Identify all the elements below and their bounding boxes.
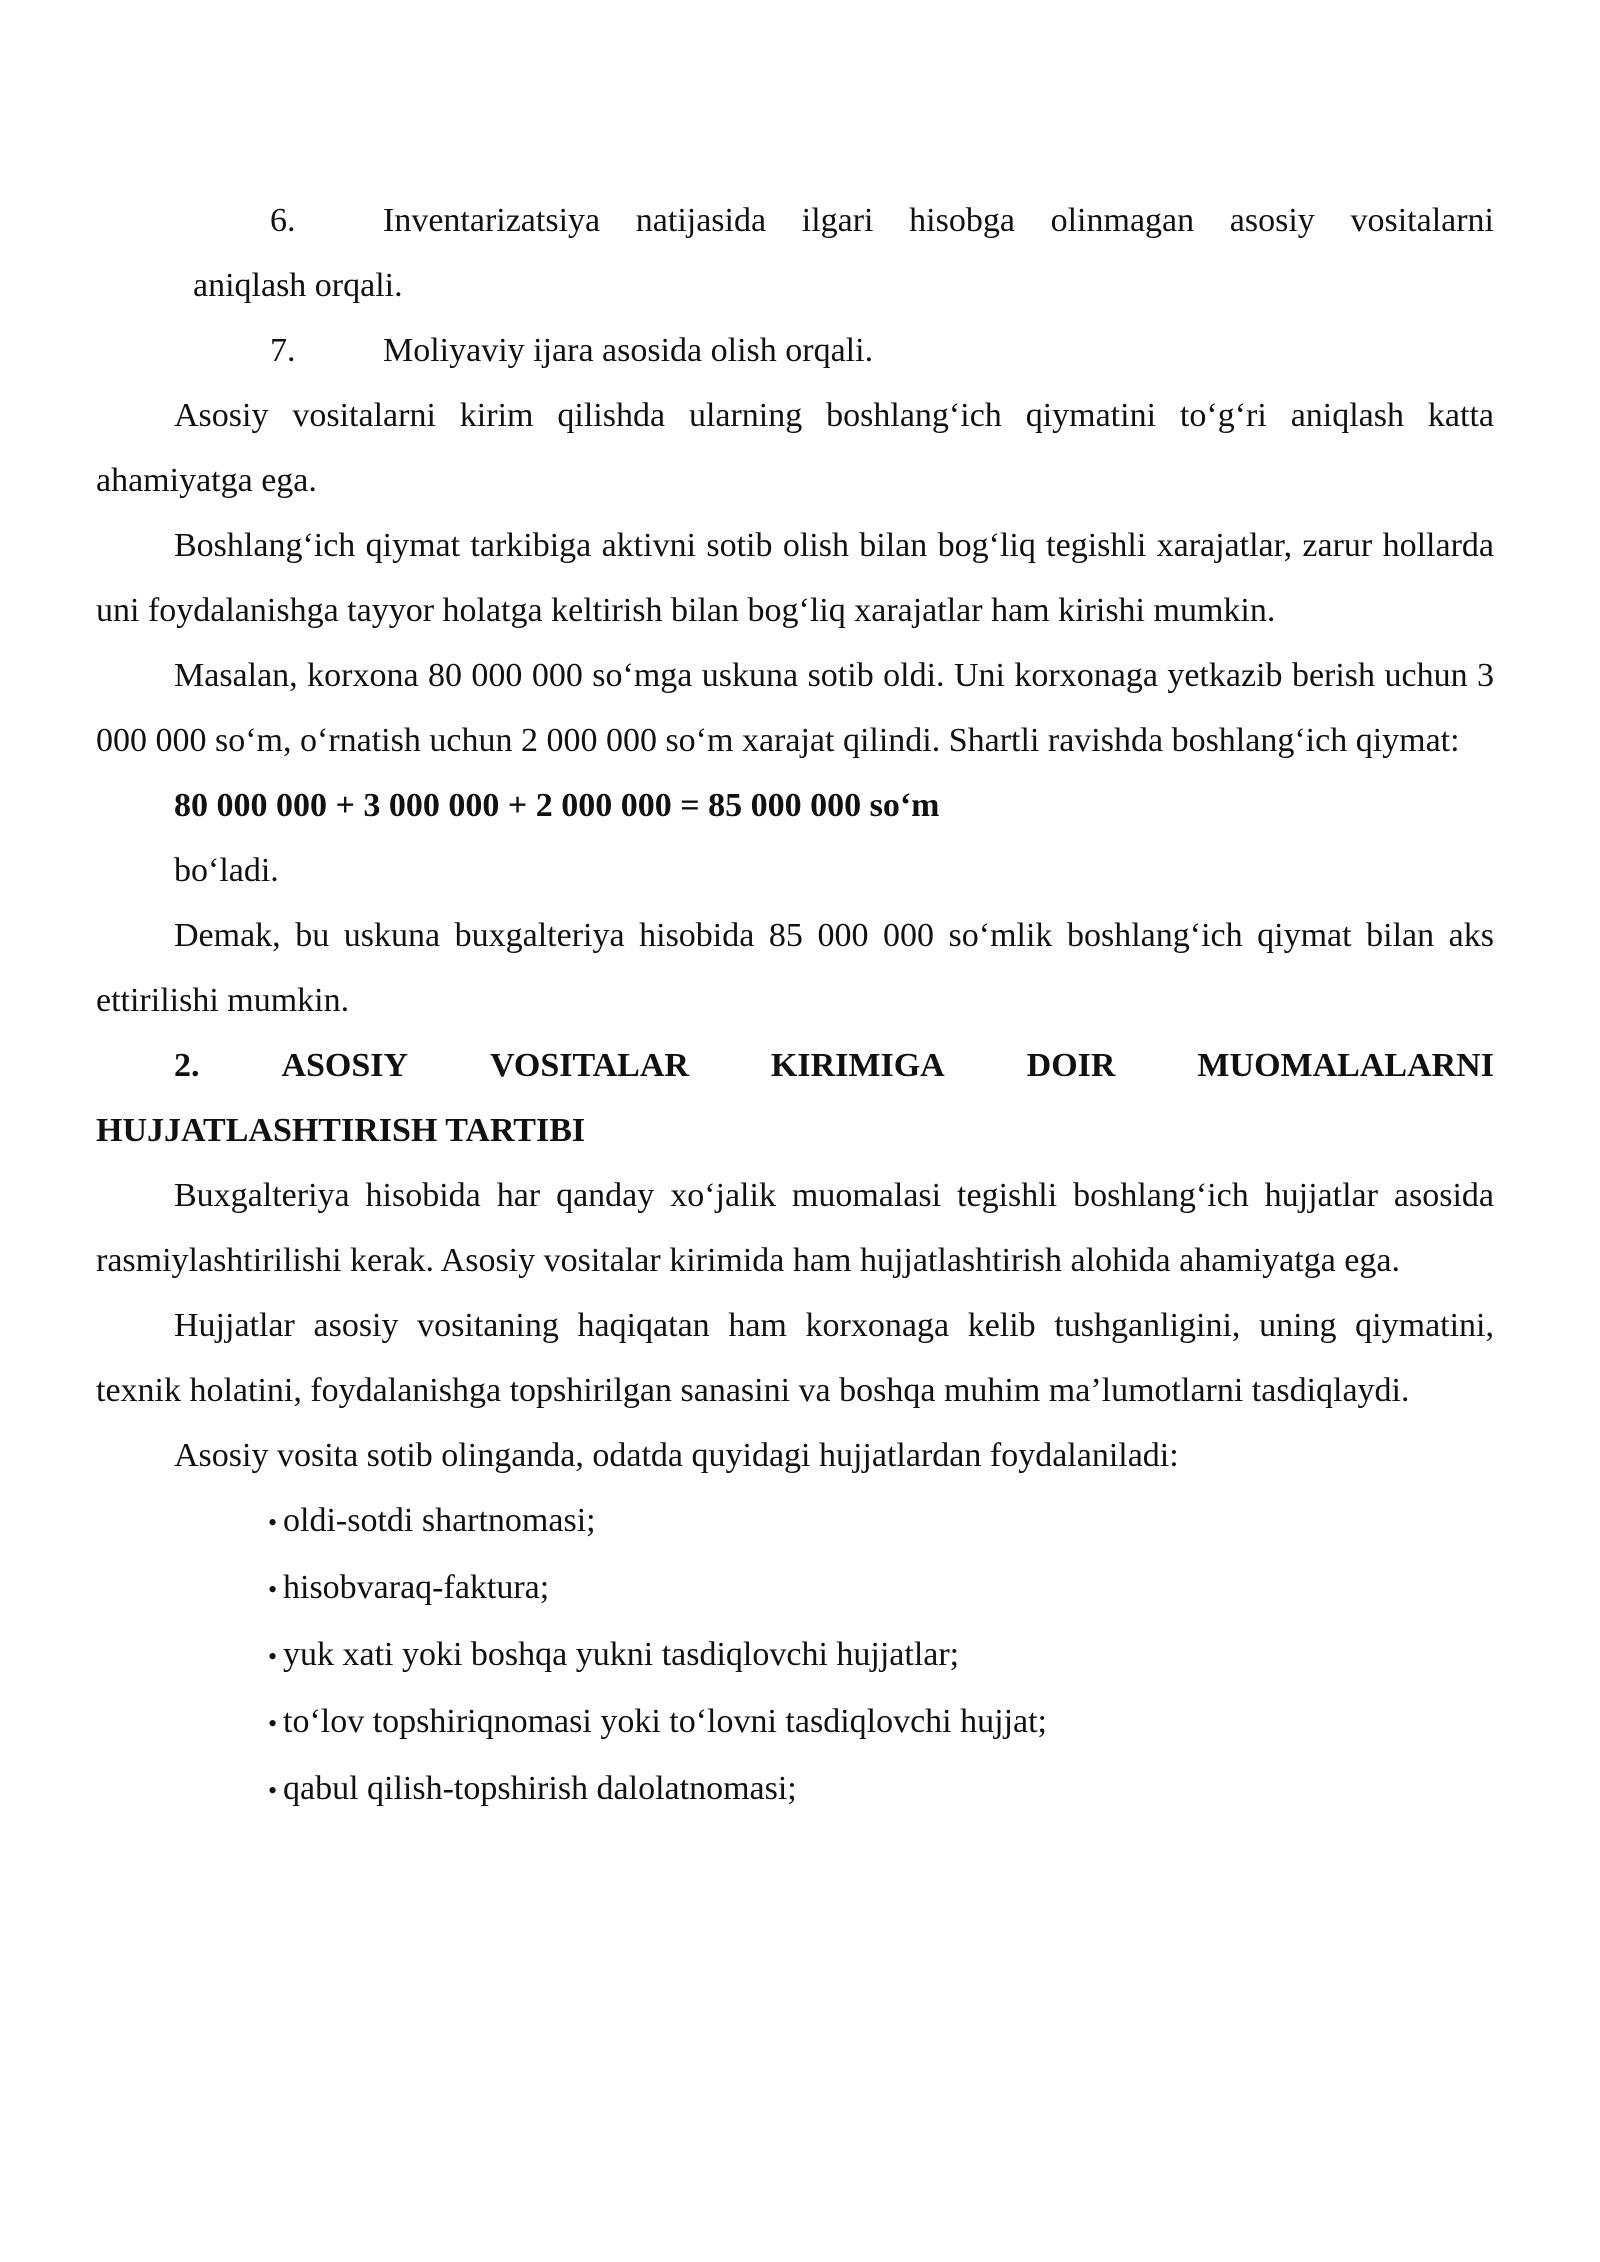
heading-word: MUOMALALARNI [1197,1047,1494,1084]
heading-word: 2. [174,1047,200,1084]
bullet-icon: • [268,1776,278,1805]
list-item: • qabul qilish-topshirish dalolatnomasi; [268,1756,1494,1823]
list-item: • oldi-sotdi shartnomasi; [268,1488,1494,1555]
paragraph: Asosiy vositalarni kirim qilishda ularning boshlang‘ich qiymatini to‘g‘ri aniqlash katta ahamiyatga ega. [96,397,1494,499]
bullet-icon: • [268,1709,278,1738]
list-item: • yuk xati yoki boshqa yukni tasdiqlovchi hujjatlar; [268,1622,1494,1689]
numbered-item-6 [96,188,1494,253]
list-item: • to‘lov topshiriqnomasi yoki to‘lovni tasdiqlovchi hujjat; [268,1689,1494,1756]
item-number: 6. [270,202,296,239]
bullet-icon: • [268,1508,278,1537]
paragraph: Asosiy vosita sotib olinganda, odatda quyidagi hujjatlardan foydalaniladi: [174,1437,1179,1474]
list-item: • hisobvaraq-faktura; [268,1555,1494,1622]
paragraph: Masalan, korxona 80 000 000 so‘mga uskuna sotib oldi. Uni korxonaga yetkazib berish uchun 3 000 000 so‘m, o‘rnatish uchun 2 000 000 so‘m xarajat qilindi. Shartli ravishda boshlang‘ich qiymat: [96,657,1494,759]
heading-word: DOIR [1026,1047,1116,1084]
paragraph: Hujjatlar asosiy vositaning haqiqatan ham korxonaga kelib tushganligini, uning qiymatini, texnik holatini, foydalanishga topshirilgan sanasini va boshqa muhim ma’lumotlarni tasdiqlaydi. [96,1307,1494,1409]
bullet-icon: • [268,1642,278,1671]
heading-word: ASOSIY [281,1047,409,1084]
section-heading-line2: HUJJATLASHTIRISH TARTIBI [96,1112,586,1149]
section-heading [96,1033,1494,1098]
document-page [96,188,1494,1823]
paragraph: Demak, bu uskuna buxgalteriya hisobida 85 000 000 so‘mlik boshlang‘ich qiymat bilan aks ettirilishi mumkin. [96,917,1494,1019]
heading-word: VOSITALAR [490,1047,689,1084]
item-number: 7. [270,332,296,369]
document-list [96,1488,1494,1823]
numbered-item-7 [96,318,1494,383]
paragraph: Buxgalteriya hisobida har qanday xo‘jalik muomalasi tegishli boshlang‘ich hujjatlar asosida rasmiylashtirilishi kerak. Asosiy vositalar kirimida ham hujjatlashtirish alohida ahamiyatga ega. [96,1177,1494,1279]
heading-word: KIRIMIGA [770,1047,945,1084]
bullet-icon: • [268,1575,278,1604]
item-text-line2: aniqlash orqali. [193,267,403,304]
formula-conclusion: bo‘ladi. [174,852,279,889]
formula: 80 000 000 + 3 000 000 + 2 000 000 = 85 000 000 so‘m [174,787,940,824]
paragraph: Boshlang‘ich qiymat tarkibiga aktivni sotib olish bilan bog‘liq tegishli xarajatlar, zarur hollarda uni foydalanishga tayyor holatga keltirish bilan bog‘liq xarajatlar ham kirishi mumkin. [96,527,1494,629]
item-text-line1: Moliyaviy ijara asosida olish orqali. [383,332,874,369]
item-text-line1: Inventarizatsiya natijasida ilgari hisobga olinmagan asosiy vositalarni [383,202,1494,239]
